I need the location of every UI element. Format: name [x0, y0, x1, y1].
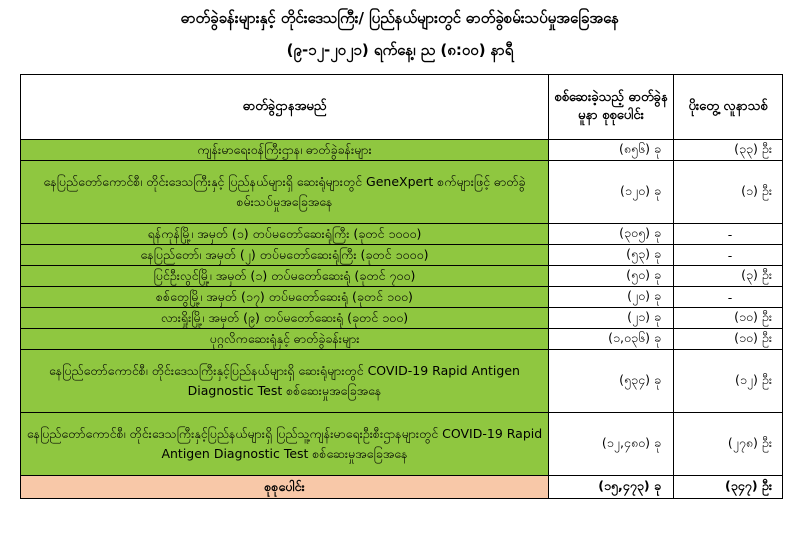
total-tested: (၁၅,၄၇၃) ခု [549, 476, 674, 499]
table-row [21, 140, 783, 161]
row-tested: (၈၅၆) ခု [549, 140, 674, 161]
total-label: စုစုပေါင်း [21, 476, 549, 499]
row-positive: (၁) ဦး [674, 161, 783, 224]
row-lab-name: ရန်ကုန်မြို့၊ အမှတ် (၁) တပ်မတော်ဆေးရုံကြီး (ခုတင် ၁၀၀၀) [21, 224, 549, 245]
row-positive: (၁၀) ဦး [674, 329, 783, 350]
table-row [21, 266, 783, 287]
row-tested: (၁,၀၃၆) ခု [549, 329, 674, 350]
row-lab-name: နေပြည်တော်ကောင်စီ၊ တိုင်းဒေသကြီးနှင့်ပြည်နယ်များရှိ ပြည်သူ့ကျန်းမာရေးဦးစီးဌာနများတွင် COVID-19 Rapid Antigen Diagnostic Test စစ်ဆေးမှုအခြေအနေ [21, 413, 549, 476]
row-positive: (၁၀) ဦး [674, 308, 783, 329]
row-positive: - [674, 245, 783, 266]
row-positive: - [674, 224, 783, 245]
table-row [21, 224, 783, 245]
row-positive: (၁၂) ဦး [674, 350, 783, 413]
total-positive: (၃၄၇) ဦး [674, 476, 783, 499]
header-lab-name: ဓာတ်ခွဲဌာနအမည် [21, 75, 549, 140]
row-lab-name: နေပြည်တော်၊ အမှတ် (၂) တပ်မတော်ဆေးရုံကြီး (ခုတင် ၁၀၀၀) [21, 245, 549, 266]
row-positive: - [674, 287, 783, 308]
table-row [21, 329, 783, 350]
row-positive: (၂၇၈) ဦး [674, 413, 783, 476]
row-tested: (၁၂,၄၈၀) ခု [549, 413, 674, 476]
table-header-row [21, 75, 783, 140]
row-tested: (၂၁) ခု [549, 308, 674, 329]
row-lab-name: ကျန်းမာရေးဝန်ကြီးဌာန၊ ဓာတ်ခွဲခန်းများ [21, 140, 549, 161]
row-tested: (၃၀၅) ခု [549, 224, 674, 245]
row-lab-name: ပြင်ဦးလွင်မြို့၊ အမှတ် (၁) တပ်မတော်ဆေးရုံ (ခုတင် ၇၀၀) [21, 266, 549, 287]
row-lab-name: နေပြည်တော်ကောင်စီ၊ တိုင်းဒေသကြီးနှင့်ပြည်နယ်များရှိ ဆေးရုံများတွင် COVID-19 Rapid Antigen Diagnostic Test စစ်ဆေးမှုအခြေအနေ [21, 350, 549, 413]
row-lab-name: စစ်တွေမြို့၊ အမှတ် (၁၇) တပ်မတော်ဆေးရုံ (ခုတင် ၁၀၀) [21, 287, 549, 308]
table-row [21, 161, 783, 224]
row-positive: (၃၃) ဦး [674, 140, 783, 161]
header-tested: စစ်ဆေးခဲ့သည့် ဓာတ်ခွဲနမူနာ စုစုပေါင်း [549, 75, 674, 140]
row-lab-name: နေပြည်တော်ကောင်စီ၊ တိုင်းဒေသကြီးနှင့် ပြည်နယ်များရှိ ဆေးရုံများတွင် GeneXpert စက်များဖြင့် ဓာတ်ခွဲစမ်းသပ်မှုအခြေအနေ [21, 161, 549, 224]
table-row [21, 245, 783, 266]
row-tested: (၅၃) ခု [549, 245, 674, 266]
row-tested: (၅၃၄) ခု [549, 350, 674, 413]
header-positive: ပိုးတွေ့ လူနာသစ် [674, 75, 783, 140]
row-tested: (၂၀) ခု [549, 287, 674, 308]
row-tested: (၁၂၀) ခု [549, 161, 674, 224]
table-row [21, 350, 783, 413]
total-row [21, 476, 783, 499]
document-subtitle: (၉-၁၂-၂၀၂၁) ရက်နေ့၊ ည (၈:၀၀) နာရီ [286, 41, 514, 59]
row-lab-name: လားရှိုးမြို့၊ အမှတ် (၉) တပ်မတော်ဆေးရုံ (ခုတင် ၁၀၀) [21, 308, 549, 329]
table-row [21, 413, 783, 476]
table-row [21, 287, 783, 308]
row-lab-name: ပုဂ္ဂလိကဆေးရုံနှင့် ဓာတ်ခွဲခန်းများ [21, 329, 549, 350]
document-title: ဓာတ်ခွဲခန်းများနှင့် တိုင်းဒေသကြီး/ ပြည်နယ်များတွင် ဓာတ်ခွဲစမ်းသပ်မှုအခြေအနေ [180, 9, 620, 27]
table-row [21, 308, 783, 329]
row-positive: (၃) ဦး [674, 266, 783, 287]
lab-testing-table [20, 74, 783, 499]
row-tested: (၅၀) ခု [549, 266, 674, 287]
